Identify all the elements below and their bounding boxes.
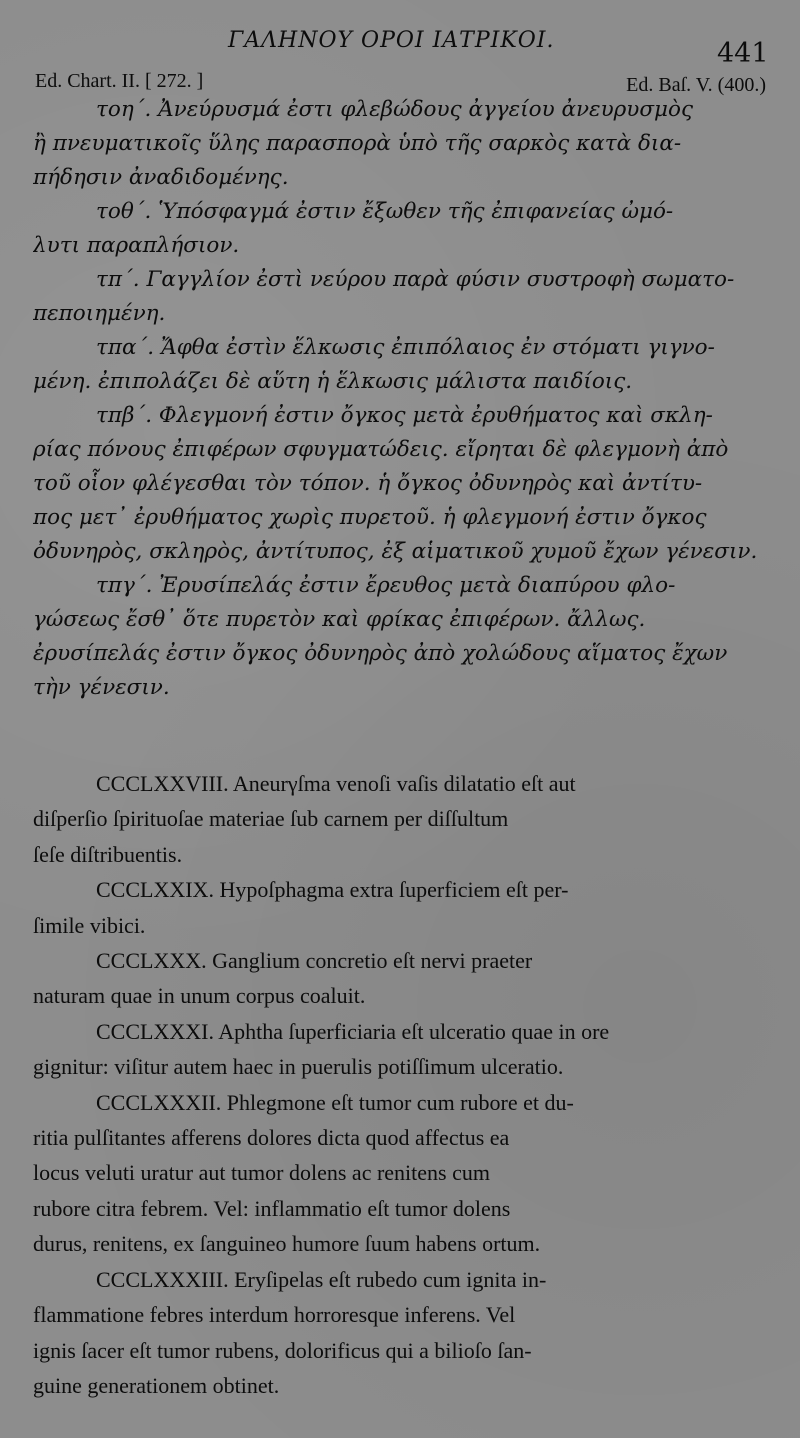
running-title: ΓΑΛΗΝΟΥ ΟΡΟΙ ΙΑΤΡΙΚΟΙ. bbox=[228, 28, 555, 53]
latin-line: CCCLXXXII. Phlegmone eſt tumor cum rubore et du- bbox=[96, 1089, 574, 1115]
latin-line: naturam quae in unum corpus coaluit. bbox=[33, 983, 366, 1009]
latin-line: durus, renitens, ex ſanguineo humore ſuum habens ortum. bbox=[33, 1231, 541, 1257]
latin-line: CCCLXXX. Ganglium concretio eſt nervi praeter bbox=[96, 948, 533, 974]
greek-line: τοη΄. Ἀνεύρυσμά ἐστι φλεβώδους ἀγγείου ἀνευρυσμὸς bbox=[96, 97, 694, 122]
latin-line: rubore citra febrem. Vel: inflammatio eſt tumor dolens bbox=[33, 1195, 511, 1221]
page-number: 441 bbox=[717, 38, 769, 69]
latin-line: diſperſio ſpirituoſae materiae ſub carnem per diſſultum bbox=[33, 806, 509, 832]
greek-text-block bbox=[33, 93, 766, 705]
greek-line: τπ΄. Γαγγλίον ἐστὶ νεύρου παρὰ φύσιν συστροφὴ σωματο- bbox=[96, 267, 735, 292]
latin-line: ſimile vibici. bbox=[33, 912, 146, 938]
greek-line: τπα΄. Ἄφθα ἐστὶν ἕλκωσις ἐπιπόλαιος ἐν στόματι γιγνο- bbox=[96, 335, 715, 360]
greek-line: λυτι παραπλήσιον. bbox=[33, 233, 240, 258]
latin-line: gignitur: viſitur autem haec in puerulis potiſſimum ulceratio. bbox=[33, 1054, 564, 1080]
latin-line: ſeſe diſtribuentis. bbox=[33, 841, 183, 867]
greek-line: τὴν γένεσιν. bbox=[33, 675, 170, 700]
latin-line: CCCLXXIX. Hypoſphagma extra ſuperficiem eſt per- bbox=[96, 877, 569, 903]
greek-line: πήδησιν ἀναδιδομένης. bbox=[33, 165, 289, 190]
greek-line: τοῦ οἷον φλέγεσθαι τὸν τόπον. ἡ ὄγκος ὀδυνηρὸς καὶ ἀντίτυ- bbox=[33, 471, 703, 496]
latin-line: locus veluti uratur aut tumor dolens ac renitens cum bbox=[33, 1160, 490, 1186]
greek-line: τοθ΄. Ὑπόσφαγμά ἐστιν ἔξωθεν τῆς ἐπιφανείας ὠμό- bbox=[96, 199, 674, 224]
latin-line: CCCLXXXI. Aphtha ſuperficiaria eſt ulceratio quae in ore bbox=[96, 1018, 610, 1044]
latin-line: ritia pulſitantes afferens dolores dicta quod affectus ea bbox=[33, 1125, 510, 1151]
greek-line: πος μετ᾽ ἐρυθήματος χωρὶς πυρετοῦ. ἡ φλεγμονή ἐστιν ὄγκος bbox=[33, 505, 707, 530]
greek-line: ἐρυσίπελάς ἐστιν ὄγκος ὀδυνηρὸς ἀπὸ χολώδους αἵματος ἔχων bbox=[33, 641, 728, 666]
edition-reference-right: Ed. Baſ. V. (400.) bbox=[626, 74, 766, 96]
latin-line: CCCLXXVIII. Aneurγſma venoſi vaſis dilatatio eſt aut bbox=[96, 771, 576, 796]
latin-line: flammatione febres interdum horroresque inferens. Vel bbox=[33, 1302, 516, 1328]
latin-line: guine generationem obtinet. bbox=[33, 1372, 280, 1398]
greek-line: ρίας πόνους ἐπιφέρων σφυγματώδεις. εἴρηται δὲ φλεγμονὴ ἀπὸ bbox=[33, 437, 729, 462]
edition-reference-left: Ed. Chart. II. [ 272. ] bbox=[35, 70, 204, 92]
greek-line: μένη. ἐπιπολάζει δὲ αὕτη ἡ ἕλκωσις μάλιστα παιδίοις. bbox=[33, 369, 633, 394]
greek-line: ὀδυνηρὸς, σκληρὸς, ἀντίτυπος, ἐξ αἱματικοῦ χυμοῦ ἔχων γένεσιν. bbox=[33, 539, 758, 564]
latin-line: ignis ſacer eſt tumor rubens, dolorificus qui a bilioſo ſan- bbox=[33, 1337, 532, 1363]
greek-line: γώσεως ἔσθ᾽ ὅτε πυρετὸν καὶ φρίκας ἐπιφέρων. ἄλλως. bbox=[33, 607, 646, 632]
greek-line: τπγ΄. Ἐρυσίπελάς ἐστιν ἔρευθος μετὰ διαπύρου φλο- bbox=[96, 573, 676, 598]
latin-text-block bbox=[33, 766, 766, 1403]
greek-line: ἢ πνευματικοῖς ὕλης παρασπορὰ ὑπὸ τῆς σαρκὸς κατὰ δια- bbox=[33, 131, 682, 156]
greek-line: πεποιημένη. bbox=[33, 301, 166, 326]
greek-line: τπβ΄. Φλεγμονή ἐστιν ὄγκος μετὰ ἐρυθήματος καὶ σκλη- bbox=[96, 403, 713, 428]
latin-line: CCCLXXXIII. Eryſipelas eſt rubedo cum ignita in- bbox=[96, 1266, 547, 1292]
